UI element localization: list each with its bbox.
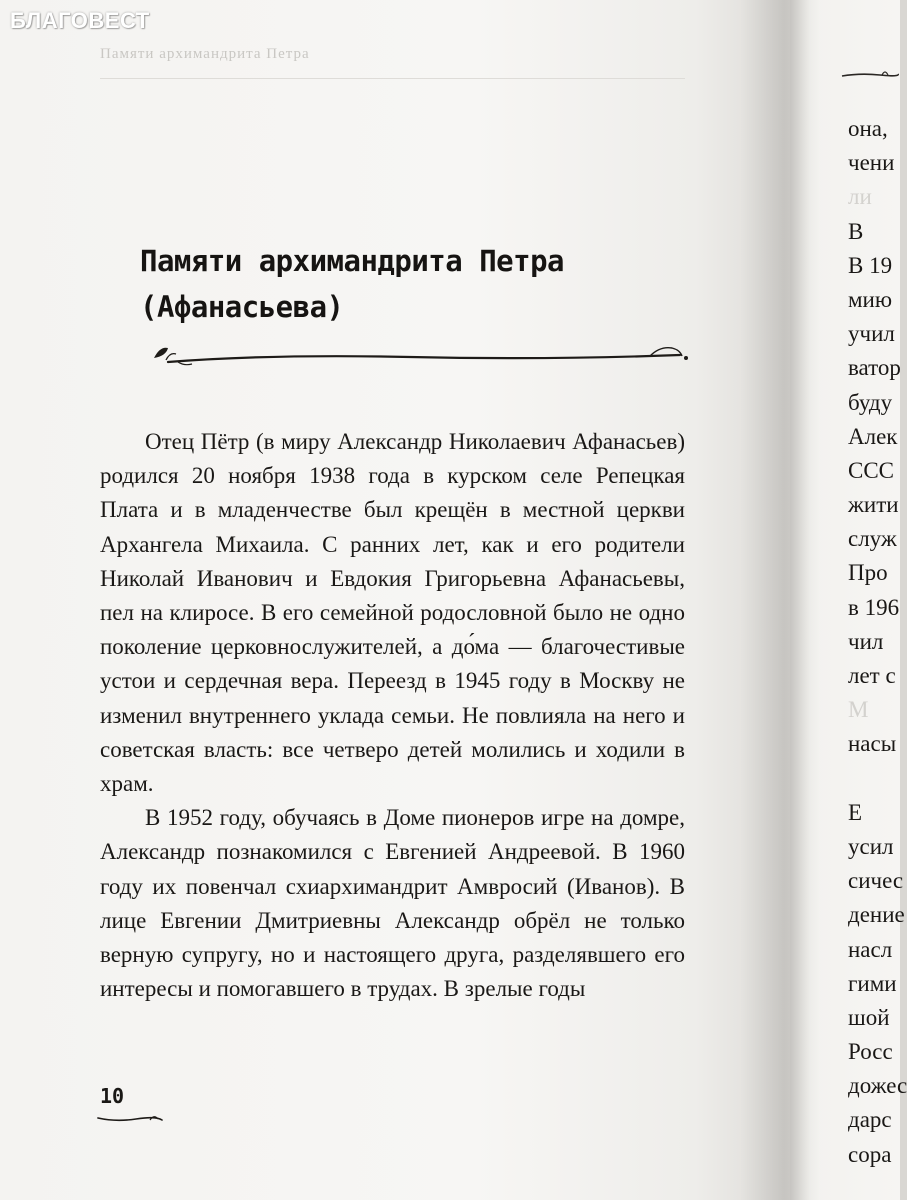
watermark-logo: БЛАГОВЕСТ (10, 8, 150, 33)
right-page-line: Росс (848, 1039, 893, 1065)
right-page-line (848, 762, 907, 796)
right-page-line: в 196 (848, 594, 900, 620)
right-page-line: жити (848, 492, 899, 518)
right-page-text (848, 112, 907, 1172)
paragraph-2: В 1952 году, обучаясь в Доме пионеров игре на домре, Александр познакомился с Евгенией Андреевой. В 1960 году их повенчал схиархимандрит Амвросий (Иванов). В лице Евгении Дмитриевны Александр обрёл не только верную супругу, но и настоящего друга, разделявшего его интересы и помогавшего в трудах. В зрелые годы (100, 805, 685, 1002)
right-page-line: усил (848, 833, 894, 859)
right-page-line: сора (848, 1141, 892, 1167)
right-page-line: В (848, 218, 864, 244)
right-page-line: Про (848, 560, 888, 586)
paragraph-1: Отец Пётр (в миру Александр Николаевич Афанасьев) родился 20 ноября 1938 года в курском селе Репецкая Плата и в младенчестве был крещён в местной церкви Архангела Михаила. С ранних лет, как и его родители Николай Иванович и Евдокия Григорьевна Афанасьевы, пел на клиросе. В его семейной родословной было не одно поколение церковнослужителей, а до́ма — благочестивые устои и сердечная вера. Переезд в 1945 году в Москву не изменил внутреннего уклада семьи. Не повлияла на него и советская власть: все четверо детей молились и ходили в храм. (100, 429, 685, 797)
right-page-line: она, (848, 116, 888, 141)
right-page-line: ли (848, 184, 872, 210)
chapter-title-line1: Памяти архимандрита Петра (140, 244, 564, 278)
page-number-flourish (96, 1112, 166, 1126)
right-page-line: Алек (848, 423, 898, 449)
right-page-line: В 19 (848, 252, 893, 278)
right-page-line: служ (848, 526, 897, 552)
running-head: Памяти архимандрита Петра (100, 46, 310, 62)
leaf-ornament-icon (150, 340, 695, 370)
right-page-line: дарс (848, 1107, 892, 1133)
header-rule (100, 78, 685, 79)
right-page-line: насл (848, 936, 893, 962)
page-number: 10 (100, 1084, 125, 1108)
right-page-line: мию (848, 286, 893, 312)
right-page-line: буду (848, 389, 893, 415)
right-page-line: лет с (848, 663, 896, 688)
right-page-line: дение (848, 902, 905, 928)
right-page-line: М (848, 697, 869, 723)
right-page-flourish (840, 68, 900, 82)
right-page-line: Е (848, 799, 863, 825)
body-text (100, 425, 685, 1006)
right-page-line: учил (848, 321, 895, 347)
right-page-line: сичес (848, 868, 904, 894)
chapter-title (140, 238, 700, 330)
chapter-title-line2: (Афанасьева) (140, 290, 344, 324)
right-page-line: дожес (848, 1073, 907, 1099)
right-page-line: шой (848, 1004, 890, 1030)
right-page-line: гими (848, 970, 897, 996)
right-page-line: ССС (848, 457, 895, 483)
right-page-line: чил (848, 628, 884, 654)
right-page-line: насы (848, 731, 897, 757)
right-page-line: ватор (848, 355, 901, 381)
right-page-line: чени (848, 150, 895, 176)
